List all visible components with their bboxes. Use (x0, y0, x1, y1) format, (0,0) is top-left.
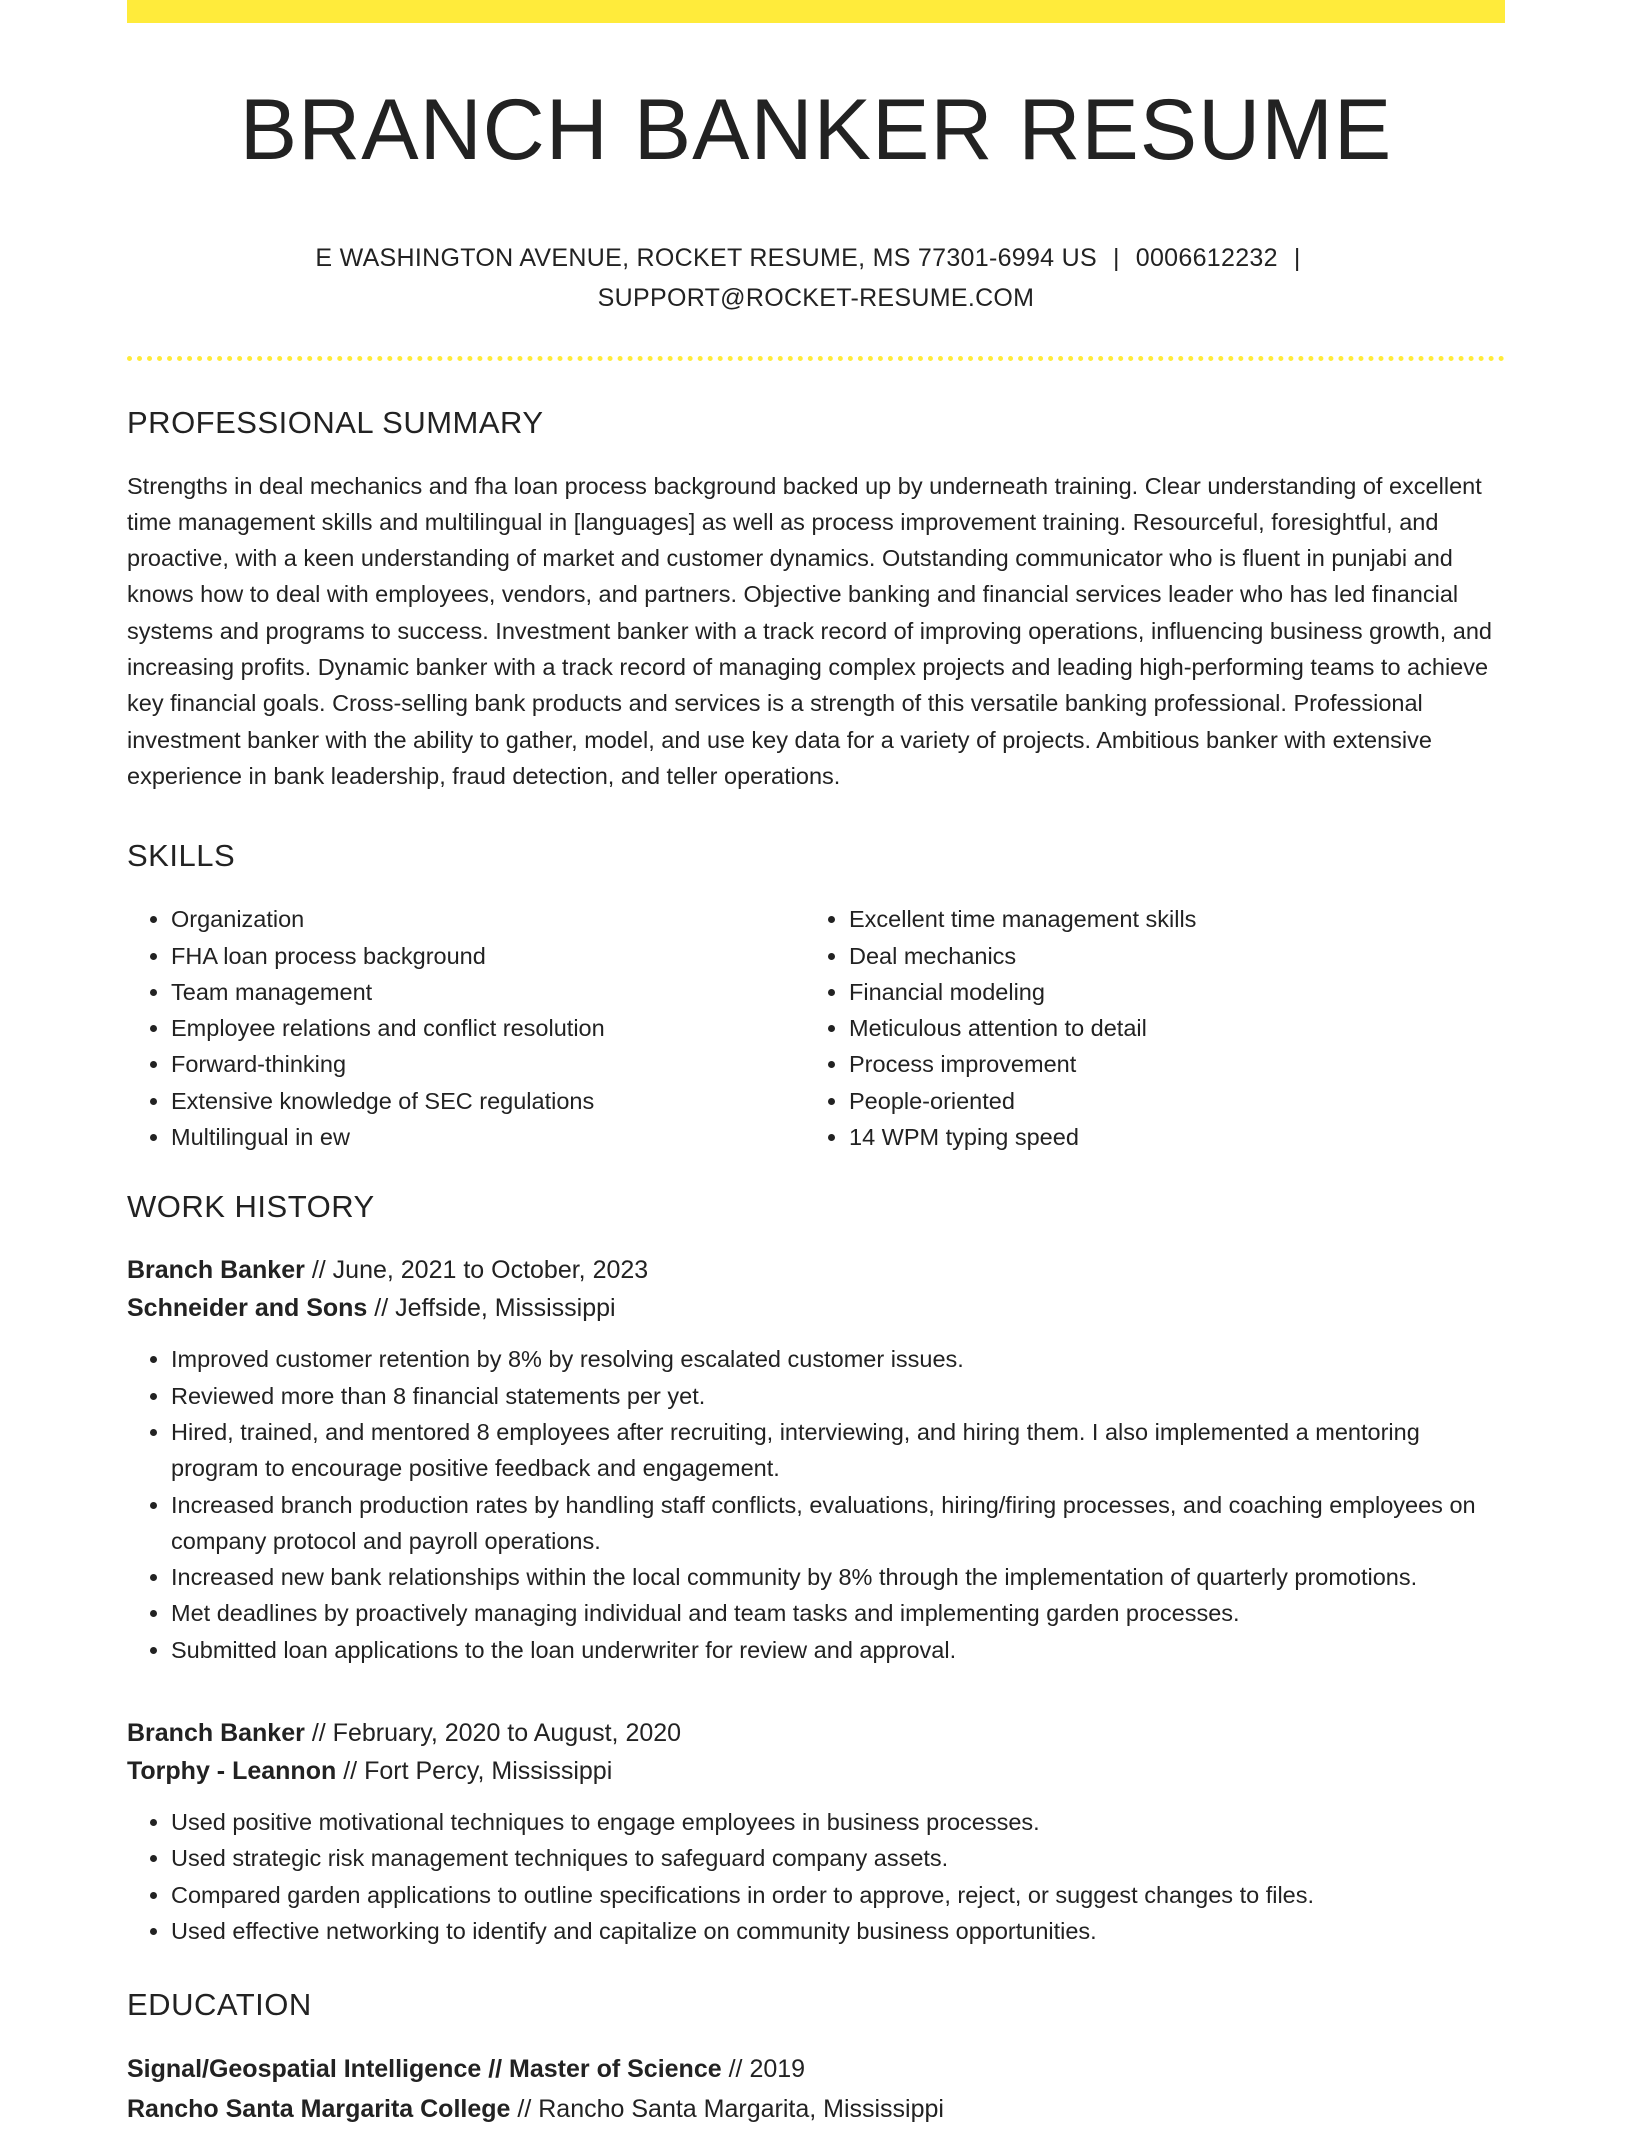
education-degree-line (127, 2049, 1505, 2089)
skills-grid (127, 901, 1505, 1155)
job-bullet: • Hired, trained, and mentored 8 employees after recruiting, interviewing, and hiring them. I also implemented a mentoring program to encourage positive feedback and engagement. (171, 1414, 1505, 1487)
skill-item: • Forward-thinking (171, 1046, 805, 1082)
job-company-line (127, 1752, 1505, 1790)
skill-item: • Multilingual in ew (171, 1119, 805, 1155)
skills-list-right (805, 901, 1483, 1155)
job-bullet: • Reviewed more than 8 financial statements per yet. (171, 1378, 1505, 1414)
skill-item: • Organization (171, 901, 805, 937)
education-separator: // (728, 2055, 743, 2084)
contact-info (127, 238, 1505, 318)
education-school-line (127, 2089, 1505, 2129)
skill-item: • FHA loan process background (171, 938, 805, 974)
job-company: Torphy - Leannon (127, 1757, 337, 1786)
job-separator: // (311, 1719, 326, 1748)
resume-page (127, 0, 1505, 2129)
accent-top-bar (127, 0, 1505, 23)
job-role: Branch Banker (127, 1719, 305, 1748)
skill-item: • People-oriented (849, 1083, 1483, 1119)
job-role-line (127, 1714, 1505, 1752)
job-location: Jeffside, Mississippi (395, 1294, 616, 1323)
skill-item: • Meticulous attention to detail (849, 1010, 1483, 1046)
education-year: 2019 (749, 2055, 806, 2084)
job-role: Branch Banker (127, 1256, 305, 1285)
skill-item: • Excellent time management skills (849, 901, 1483, 937)
job-bullet: • Increased branch production rates by handling staff conflicts, evaluations, hiring/firing processes, and coaching employees on company protocol and payroll operations. (171, 1487, 1505, 1560)
skill-item: • Process improvement (849, 1046, 1483, 1082)
job-bullet: • Submitted loan applications to the loan underwriter for review and approval. (171, 1632, 1505, 1668)
education-separator: // (517, 2095, 532, 2124)
skill-item: • Financial modeling (849, 974, 1483, 1010)
education-school: Rancho Santa Margarita College (127, 2095, 511, 2124)
section-title-education: EDUCATION (127, 1987, 312, 2023)
education-entry (127, 2049, 1505, 2129)
job-bullet: • Improved customer retention by 8% by resolving escalated customer issues. (171, 1341, 1505, 1377)
job-bullets (127, 1804, 1505, 1949)
job-separator: // (374, 1294, 389, 1323)
job-bullet: • Used strategic risk management techniques to safeguard company assets. (171, 1840, 1505, 1876)
job-entry (127, 1251, 1505, 1668)
skill-item: • 14 WPM typing speed (849, 1119, 1483, 1155)
job-bullets (127, 1341, 1505, 1668)
education-degree: Signal/Geospatial Intelligence // Master of Science (127, 2055, 722, 2084)
contact-phone: 0006612232 (1135, 243, 1278, 272)
job-bullet: • Used effective networking to identify and capitalize on community business opportunities. (171, 1913, 1505, 1949)
section-title-skills: SKILLS (127, 838, 236, 874)
section-title-summary: PROFESSIONAL SUMMARY (127, 404, 544, 440)
job-dates: June, 2021 to October, 2023 (332, 1256, 649, 1285)
skills-list-left (127, 901, 805, 1155)
resume-title: BRANCH BANKER RESUME (239, 82, 1393, 178)
skill-item: • Employee relations and conflict resolution (171, 1010, 805, 1046)
job-company: Schneider and Sons (127, 1294, 368, 1323)
job-bullet: • Met deadlines by proactively managing individual and team tasks and implementing garden processes. (171, 1595, 1505, 1631)
job-dates: February, 2020 to August, 2020 (332, 1719, 682, 1748)
job-bullet: • Compared garden applications to outline specifications in order to approve, reject, or suggest changes to files. (171, 1877, 1505, 1913)
job-bullet: • Used positive motivational techniques to engage employees in business processes. (171, 1804, 1505, 1840)
summary-text: Strengths in deal mechanics and fha loan process background backed up by underneath training. Clear understanding of excellent time management skills and multilingual in [languages] as well as process improvement training. Resourceful, foresightful, and proactive, with a keen understanding of market and customer dynamics. Outstanding communicator who is fluent in punjabi and knows how to deal with employees, vendors, and partners. Objective banking and financial services leader who has led financial systems and programs to success. Investment banker with a track record of improving operations, influencing business growth, and increasing profits. Dynamic banker with a track record of managing complex projects and leading high-performing teams to achieve key financial goals. Cross-selling bank products and services is a strength of this versatile banking professional. Professional investment banker with the ability to gather, model, and use key data for a variety of projects. Ambitious banker with extensive experience in bank leadership, fraud detection, and teller operations. (127, 472, 1492, 789)
job-role-line (127, 1251, 1505, 1289)
job-bullet: • Increased new bank relationships within the local community by 8% through the implementation of quarterly promotions. (171, 1559, 1505, 1595)
skill-item: • Extensive knowledge of SEC regulations (171, 1083, 805, 1119)
contact-line-2 (127, 278, 1505, 318)
section-title-work-history: WORK HISTORY (127, 1189, 375, 1225)
job-location: Fort Percy, Mississippi (364, 1757, 613, 1786)
job-entry (127, 1714, 1505, 1949)
education-location: Rancho Santa Margarita, Mississippi (538, 2095, 944, 2124)
job-separator: // (343, 1757, 358, 1786)
contact-separator: | (1293, 243, 1301, 272)
header-divider (127, 356, 1505, 361)
job-company-line (127, 1289, 1505, 1327)
contact-email[interactable]: SUPPORT@ROCKET-RESUME.COM (597, 283, 1035, 312)
contact-separator: | (1112, 243, 1120, 272)
skill-item: • Team management (171, 974, 805, 1010)
contact-line-1 (127, 238, 1505, 278)
skill-item: • Deal mechanics (849, 938, 1483, 974)
job-separator: // (311, 1256, 326, 1285)
contact-address: E WASHINGTON AVENUE, ROCKET RESUME, MS 77301-6994 US (315, 243, 1097, 272)
